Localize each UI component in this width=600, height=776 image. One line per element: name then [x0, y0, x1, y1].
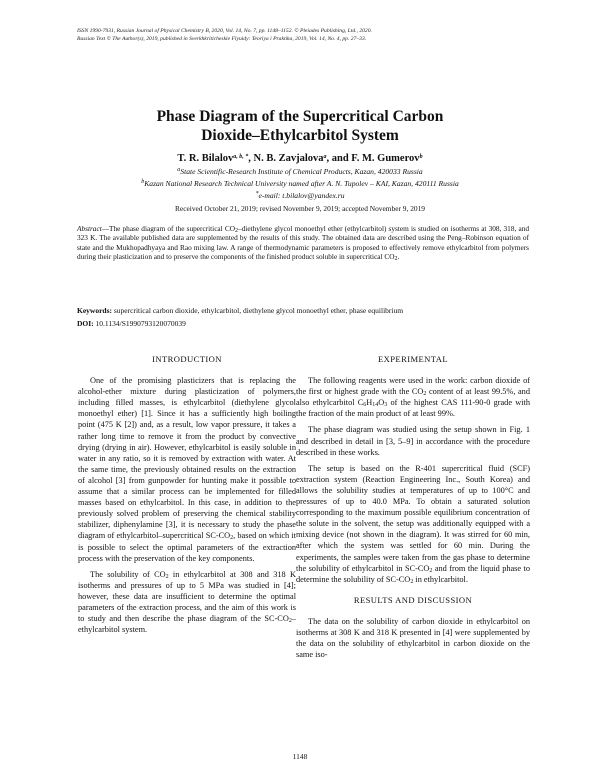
left-column	[78, 350, 296, 640]
abstract-label: Abstract	[77, 224, 102, 233]
affiliation-a	[60, 167, 540, 177]
email-text: e-mail: t.bilalov@yandex.ru	[258, 191, 345, 200]
experimental-paragraph-3: The setup is based on the R-401 supercritical fluid (SCF) extraction system (Reaction Engineering Inc., South Korea) and allows the solubility studies at temperatures of up to 100°C and pressures of up to 40.0 MPa. To obtain a saturated solution corresponding to the maximum possible equilibrium concentration of the solute in the solvent, the setup was additionally equipped with a mixing device (not shown in the diagram). It was stirred for 60 min, after which the system was settled for 60 min. During the experiments, the samples were taken from the gas phase to determine the solubility of ethylcarbitol in $SC-CO_2$ and from the liquid phase to determine the solubility of $SC-CO_2$ in ethylcarbitol.	[296, 463, 530, 585]
keywords-text: supercritical carbon dioxide, ethylcarbitol, diethylene glycol monoethyl ether, phase equilibrium	[113, 306, 404, 315]
paper-title	[60, 107, 540, 145]
intro-paragraph-2: The solubility of $CO_2$ in ethylcarbitol at 308 and 318 K isotherms and pressures of up to 5 MPa was studied in [4]; however, these data are insufficient to determine the optimal parameters of the extraction process, and the aim of this work is to study and then describe the phase diagram of the $SC-CO_2$–ethylcarbitol system.	[78, 569, 296, 635]
results-paragraph-1: The data on the solubility of carbon dioxide in ethylcarbitol on isotherms at 308 K and 318 K presented in [4] were supplemented by the data on the solubility of ethylcarbitol in carbon dioxide on the same iso-	[296, 616, 530, 660]
abstract-text-c: .	[397, 251, 400, 261]
experimental-paragraph-2: The phase diagram was studied using the setup shown in Fig. 1 and described in detail in [3, 5–9] in accordance with the procedure described in these works.	[296, 425, 530, 457]
section-heading-results: RESULTS AND DISCUSSION	[353, 594, 473, 605]
author-1-affil-mark: a, b, *	[233, 154, 249, 160]
section-heading-experimental: EXPERIMENTAL	[378, 354, 448, 364]
title-line-1: Phase Diagram of the Supercritical Carbon	[156, 108, 444, 125]
email-mark: *	[255, 191, 259, 197]
journal-header-line-1: ISSN 1990-7931, Russian Journal of Physical Chemistry B, 2020, Vol. 14, No. 7, pp. 1148–1152. © Pleiades Publishing, Ltd., 2020.	[77, 28, 372, 34]
affiliation-a-mark: a	[177, 167, 181, 173]
received-dates: Received October 21, 2019; revised November 9, 2019; accepted November 9, 2019	[175, 204, 425, 213]
abstract-text-a: —The phase diagram of the supercritical CO	[101, 224, 235, 233]
keywords	[77, 306, 529, 316]
author-3-name: , and F. M. Gumerov	[326, 153, 420, 164]
author-email	[60, 191, 540, 201]
abstract: Abstract—The phase diagram of the supercritical $CO_2$–diethylene glycol monoethyl ether (ethylcarbitol) system is studied on isotherms at 308, 318, and 323 K. The available published data are supplemented by the results of this study. The obtained data are described using the Peng–Robinson equation of state and the Mukhopadhyaya and Rao mixing law. A range of thermodynamic parameters is proposed to effectively remove ethylcarbitol from polymers during their plasticization and to preserve the components of the finished product soluble in supercritical $CO_2$.	[77, 224, 529, 262]
intro-paragraph-1: One of the promising plasticizers that is replacing the alcohol-ether mixture during plasticization of polymers, including filled masses, is ethylcarbitol (diethylene glycol monoethyl ether) [1]. Since it has a sufficiently high boiling point (475 K [2]) and, as a result, low vapor pressure, it takes a rather long time to remove it from the product by convective drying (drying in air). However, ethylcarbitol is easily soluble in water in any ratio, so it is removed by extraction with water. At the same time, the previously obtained results on the extraction of alcohol [3] from gunpowder for hunting make it possible to assume that a similar process can be implemented for filled masses based on ethylcarbitol. In this case, in addition to the previously solved problem of preserving the chemical stability stabilizer, diphenylamine [3], it is necessary to study the phase diagram of ethylcarbitol–supercritical $SC-CO_2$, based on which it is possible to select the optimal parameters of the extraction process with the preservation of the key components.	[78, 376, 296, 563]
right-column	[296, 350, 530, 665]
journal-header-line-2: Russian Text © The Author(s), 2019, published in Sverkhkriticheskie Flyuidy: Teoriya i Praktika, 2019, Vol. 14, No. 4, pp. 27–33.	[77, 36, 367, 42]
keywords-label: Keywords:	[77, 306, 112, 315]
doi-link[interactable]: 10.1134/S1990793120070039	[95, 319, 186, 328]
author-2-affil-mark: a	[323, 154, 327, 160]
experimental-paragraph-1: The following reagents were used in the work: carbon dioxide of the first or highest grade with the $CO_2$ content of at least 99.5%, and also ethylcarbitol $C_6H_{14}O_3$ of the highest CAS 111-90-0 grade with the fraction of the main product of at least 99%.	[296, 376, 530, 419]
page-number: 1148	[292, 752, 308, 761]
doi-label: DOI:	[77, 319, 94, 328]
section-heading-introduction: INTRODUCTION	[152, 354, 222, 364]
author-2-name: , N. B. Zavjalova	[248, 153, 324, 164]
title-line-2: Dioxide–Ethylcarbitol System	[201, 127, 399, 144]
abstract-text-b: –diethylene glycol monoethyl ether (ethylcarbitol) system is studied on isotherms at 308, 318, and 323 K. The available published data are supplemented by the results of this study. The obtained data are described using the Peng–Robinson equation of state and the Mukhopadhyaya and Rao mixing law. A range of thermodynamic parameters is proposed to effectively remove ethylcarbitol from polymers during their plasticization and to preserve the components of the finished product soluble in supercritical CO	[77, 224, 529, 261]
author-1-name: T. R. Bilalov	[177, 153, 234, 164]
affiliation-b-text: Kazan National Research Technical University named after A. N. Tupolev – KAI, Kazan, 420111 Russia	[144, 179, 459, 188]
doi	[77, 319, 529, 329]
affiliation-a-text: State Scientific-Research Institute of Chemical Products, Kazan, 420033 Russia	[180, 167, 423, 176]
affiliation-b-mark: b	[141, 179, 145, 185]
author-list	[60, 152, 540, 165]
affiliation-b	[60, 179, 540, 189]
author-3-affil-mark: b	[419, 154, 423, 160]
